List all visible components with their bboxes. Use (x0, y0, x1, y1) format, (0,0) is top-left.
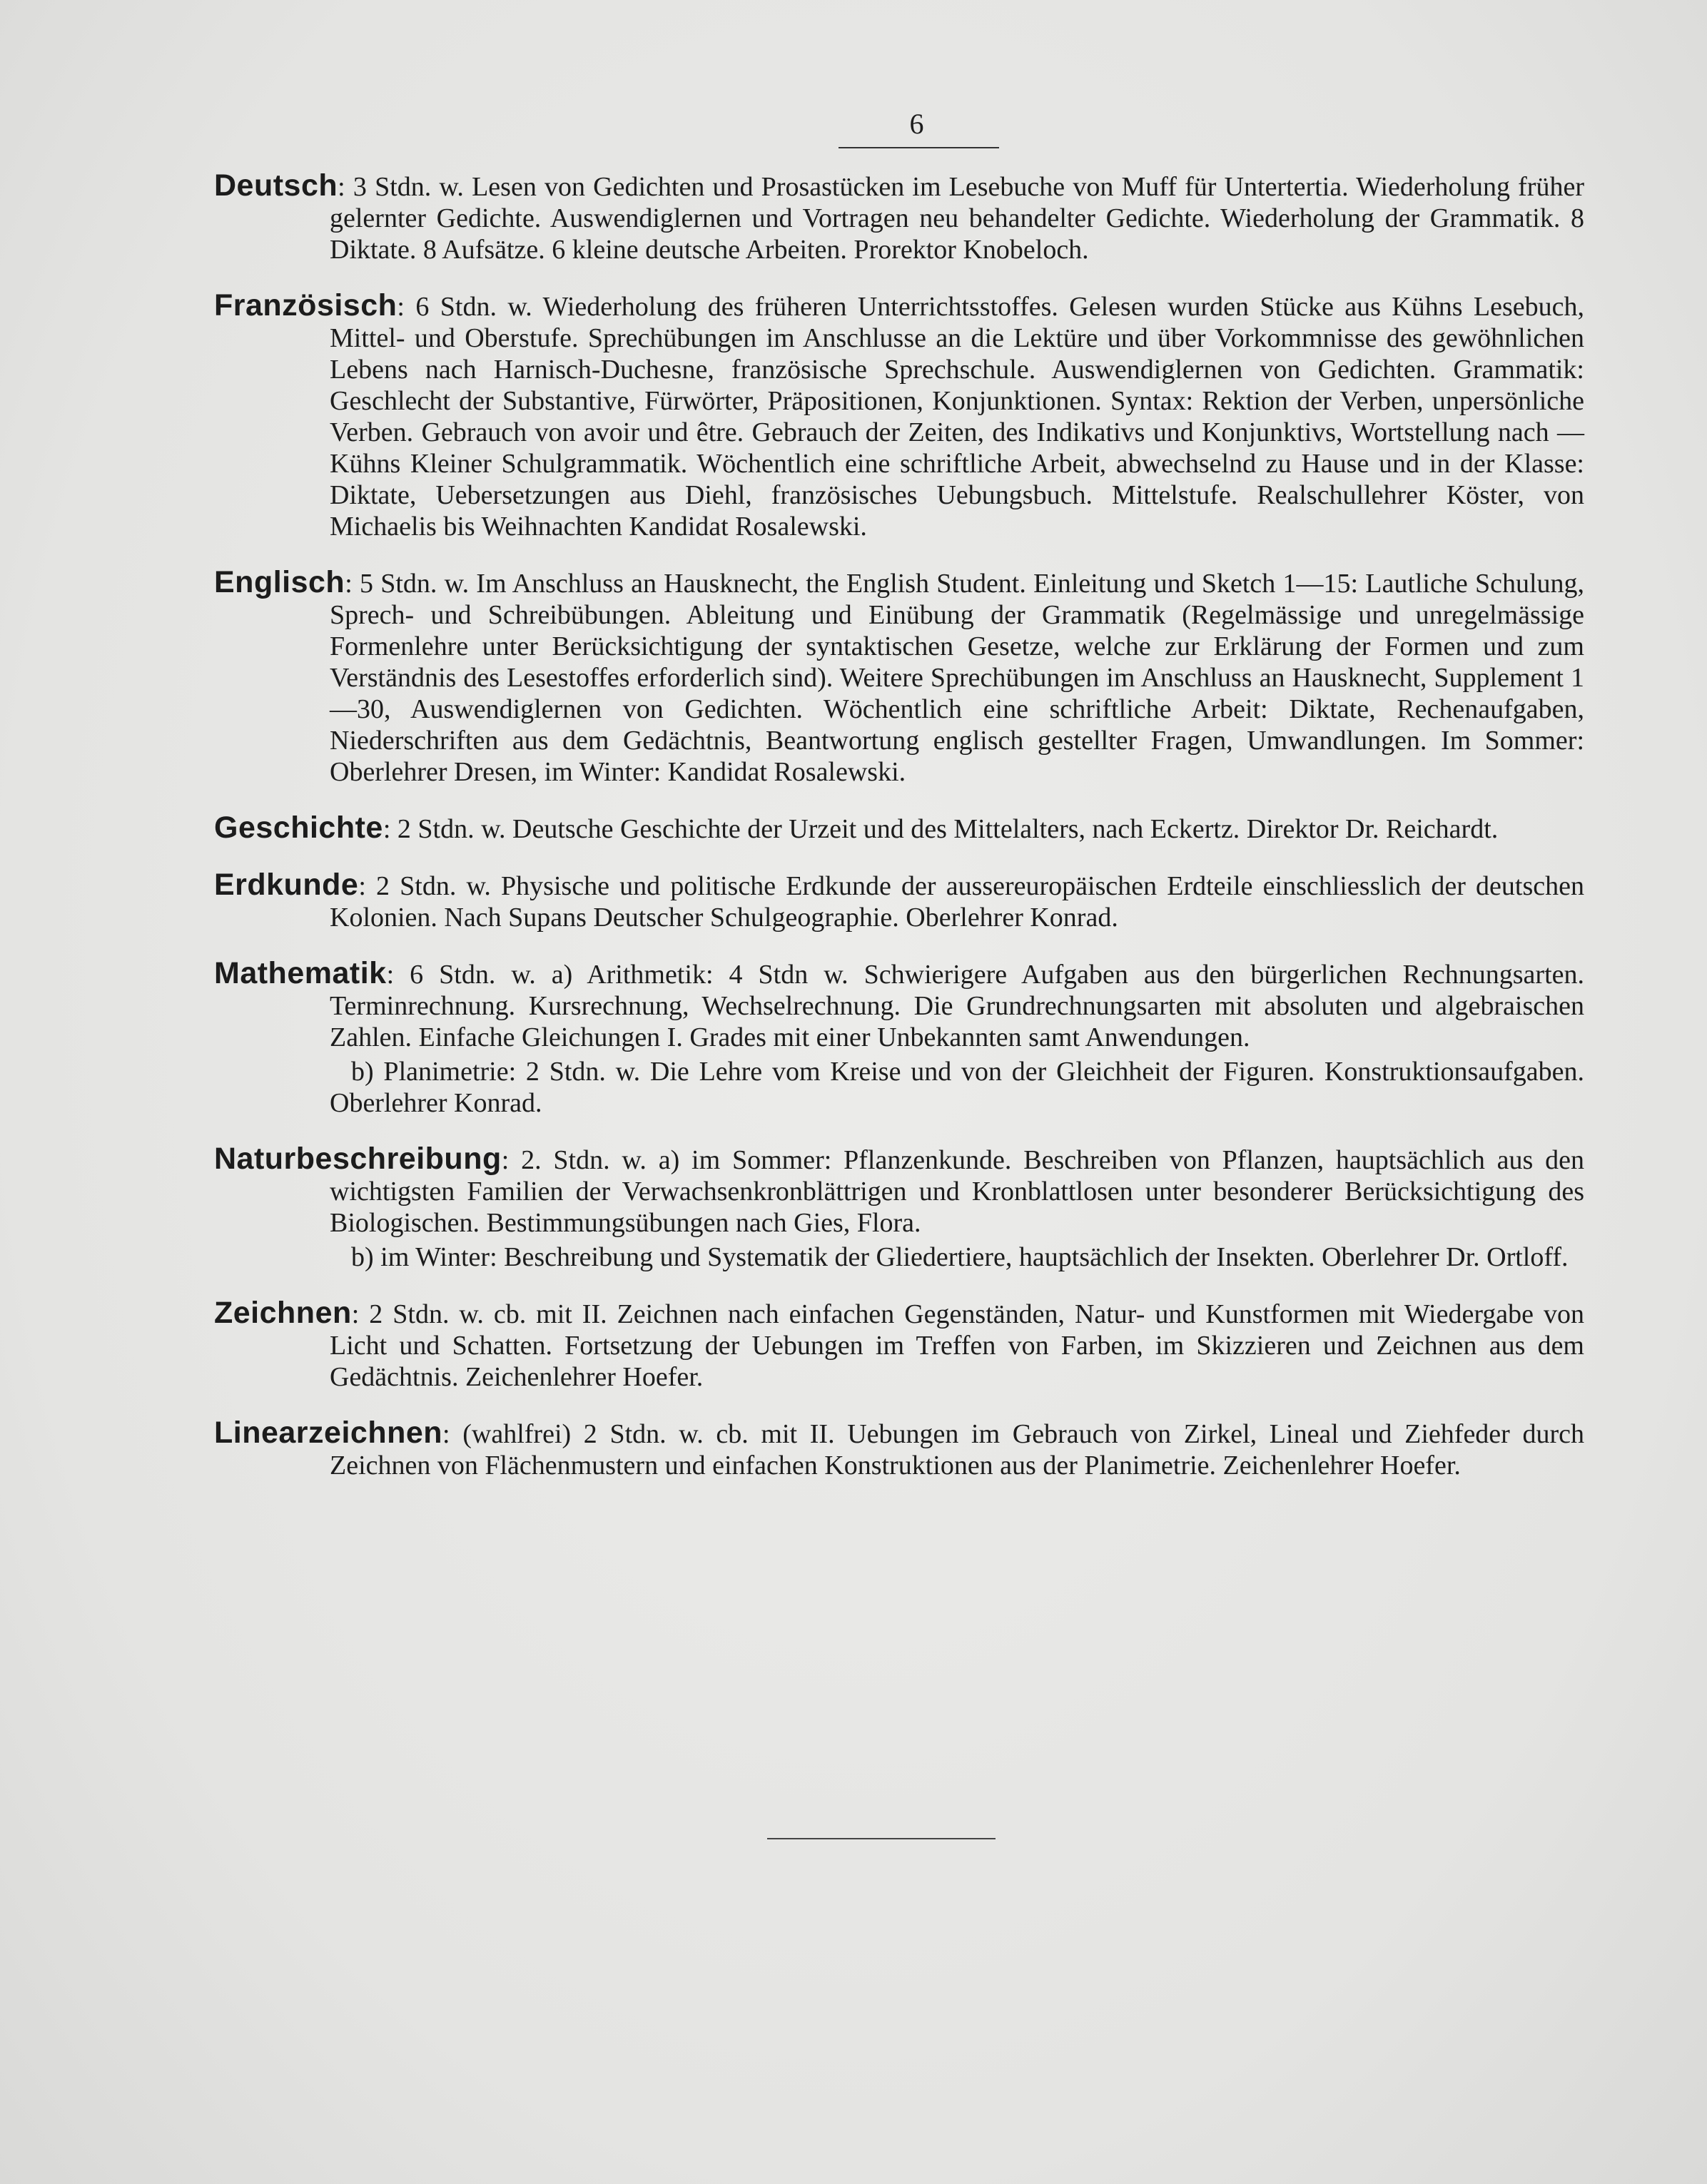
curriculum-text (214, 170, 1584, 1505)
subject-body: 5 Stdn. w. Im Anschluss an Hausknecht, the English Student. Einleitung und Sketch 1—15: Lautliche Schulung, Sprech- und Schreibübungen. Ableitung und Einübung der Grammatik (Regelmässige und unregelmässige Formenlehre unter Berücksichtigung der syntaktischen Gesetze, welche zur Erklärung der Formen und zum Verständnis des Lesestoffes erforderlich sind). Weitere Sprechübungen im Anschluss an Hausknecht, Supplement 1—30, Auswendiglernen von Gedichten. Wöchentlich eine schriftliche Arbeit: Diktate, Rechenaufgaben, Niederschriften aus dem Gedächtnis, Beantwortung englisch gestellter Fragen, Umwandlungen. Im Sommer: Oberlehrer Dresen, im Winter: Kandidat Rosalewski. (330, 569, 1585, 787)
subject-heading: Mathematik (214, 956, 387, 990)
subject-heading: Geschichte (214, 811, 383, 845)
page-number: 6 (909, 108, 925, 140)
subject-body: 2 Stdn. w. Physische und politische Erdkunde der aussereuropäischen Erdteile einschliesslich der deutschen Kolonien. Nach Supans Deutscher Schulgeographie. Oberlehrer Konrad. (330, 871, 1584, 933)
subject-heading: Englisch (214, 565, 345, 599)
subject-body: 2 Stdn. w. Deutsche Geschichte der Urzeit und des Mittelalters, nach Eckertz. Direktor Dr. Reichardt. (397, 814, 1499, 844)
subject-erdkunde: Erdkunde: 2 Stdn. w. Physische und politische Erdkunde der aussereuropäischen Erdteile einschliesslich der deutschen Kolonien. Nach Supans Deutscher Schulgeographie. Oberlehrer Konrad. (214, 868, 1584, 933)
subject-geschichte: Geschichte: 2 Stdn. w. Deutsche Geschichte der Urzeit und des Mittelalters, nach Eckertz. Direktor Dr. Reichardt. (214, 811, 1499, 845)
subject-zeichnen: Zeichnen: 2 Stdn. w. cb. mit II. Zeichnen nach einfachen Gegenständen, Natur- und Kunstformen mit Wiedergabe von Licht und Schatten. Fortsetzung der Uebungen im Treffen von Farben, im Skizzieren und Zeichnen aus dem Gedächtnis. Zeichenlehrer Hoefer. (214, 1296, 1584, 1392)
subject-naturbeschreibung: Naturbeschreibung: 2. Stdn. w. a) im Sommer: Pflanzenkunde. Beschreiben von Pflanzen, hauptsächlich aus den wichtigsten Familien der Verwachsenkronblättrigen und Kronblattlosen unter besonderer Berücksichtigung des Biologischen. Bestimmungsübungen nach Gies, Flora. b) im Winter: Beschreibung und Systematik der Gliedertiere, hauptsächlich der Insekten. Oberlehrer Dr. Ortloff. (214, 1142, 1584, 1272)
subject-continuation: b) Planimetrie: 2 Stdn. w. Die Lehre vom Kreise und von der Gleichheit der Figuren. Konstruktionsaufgaben. Oberlehrer Konrad. (330, 1057, 1584, 1118)
subject-heading: Erdkunde (214, 868, 359, 902)
subject-continuation: b) im Winter: Beschreibung und Systematik der Gliedertiere, hauptsächlich der Insekten. Oberlehrer Dr. Ortloff. (351, 1242, 1569, 1272)
subject-franzoesisch: Französisch: 6 Stdn. w. Wiederholung des früheren Unterrichtsstoffes. Gelesen wurden Stücke aus Kühns Lesebuch, Mittel- und Oberstufe. Sprechübungen im Anschlusse an die Lektüre und über Vorkommnisse des gewöhnlichen Lebens nach Harnisch-Duchesne, französische Sprechschule. Auswendiglernen von Gedichten. Grammatik: Geschlecht der Substantive, Fürwörter, Präpositionen, Konjunktionen. Syntax: Rektion der Verben, unpersönliche Verben. Gebrauch von avoir und être. Gebrauch der Zeiten, des Indikativs und Konjunktivs, Wortstellung nach — Kühns Kleiner Schulgrammatik. Wöchentlich eine schriftliche Arbeit, abwechselnd zu Hause und in der Klasse: Diktate, Uebersetzungen aus Diehl, französisches Uebungsbuch. Mittelstufe. Realschullehrer Köster, von Michaelis bis Weihnachten Kandidat Rosalewski. (214, 288, 1585, 542)
subject-body: 2 Stdn. w. cb. mit II. Zeichnen nach einfachen Gegenständen, Natur- und Kunstformen mit Wiedergabe von Licht und Schatten. Fortsetzung der Uebungen im Treffen von Farben, im Skizzieren und Zeichnen aus dem Gedächtnis. Zeichenlehrer Hoefer. (330, 1299, 1584, 1392)
subject-body: 6 Stdn. w. a) Arithmetik: 4 Stdn w. Schwierigere Aufgaben aus den bürgerlichen Rechnungsarten. Terminrechnung. Kursrechnung, Wechselrechnung. Die Grundrechnungsarten mit absoluten und algebraischen Zahlen. Einfache Gleichungen I. Grades mit einer Unbekannten samt Anwendungen. (330, 960, 1584, 1052)
subject-body: (wahlfrei) 2 Stdn. w. cb. mit II. Uebungen im Gebrauch von Zirkel, Lineal und Ziehfeder durch Zeichnen von Flächenmustern und einfachen Konstruktionen aus der Planimetrie. Zeichenlehrer Hoefer. (330, 1419, 1585, 1480)
subject-deutsch: Deutsch: 3 Stdn. w. Lesen von Gedichten und Prosastücken im Lesebuche von Muff für Untertertia. Wiederholung früher gelernter Gedichte. Auswendiglernen und Vortragen neu behandelter Gedichte. Wiederholung der Grammatik. 8 Diktate. 8 Aufsätze. 6 kleine deutsche Arbeiten. Prorektor Knobeloch. (214, 168, 1584, 265)
subject-body: 2. Stdn. w. a) im Sommer: Pflanzenkunde. Beschreiben von Pflanzen, hauptsächlich aus den wichtigsten Familien der Verwachsenkronblättrigen und Kronblattlosen unter besonderer Berücksichtigung des Biologischen. Bestimmungsübungen nach Gies, Flora. (330, 1145, 1584, 1238)
subject-heading: Französisch (214, 288, 397, 322)
subject-englisch: Englisch: 5 Stdn. w. Im Anschluss an Hausknecht, the English Student. Einleitung und Sketch 1—15: Lautliche Schulung, Sprech- und Schreibübungen. Ableitung und Einübung der Grammatik (Regelmässige und unregelmässige Formenlehre unter Berücksichtigung der syntaktischen Gesetze, welche zur Erklärung der Formen und zum Verständnis des Lesestoffes erforderlich sind). Weitere Sprechübungen im Anschluss an Hausknecht, Supplement 1—30, Auswendiglernen von Gedichten. Wöchentlich eine schriftliche Arbeit: Diktate, Rechenaufgaben, Niederschriften aus dem Gedächtnis, Beantwortung englisch gestellter Fragen, Umwandlungen. Im Sommer: Oberlehrer Dresen, im Winter: Kandidat Rosalewski. (214, 565, 1585, 787)
subject-body: 3 Stdn. w. Lesen von Gedichten und Prosastücken im Lesebuche von Muff für Untertertia. Wiederholung früher gelernter Gedichte. Auswendiglernen und Vortragen neu behandelter Gedichte. Wiederholung der Grammatik. 8 Diktate. 8 Aufsätze. 6 kleine deutsche Arbeiten. Prorektor Knobeloch. (330, 172, 1584, 265)
footer-rule (767, 1838, 996, 1839)
subject-linearzeichnen: Linearzeichnen: (wahlfrei) 2 Stdn. w. cb. mit II. Uebungen im Gebrauch von Zirkel, Lineal und Ziehfeder durch Zeichnen von Flächenmustern und einfachen Konstruktionen aus der Planimetrie. Zeichenlehrer Hoefer. (214, 1416, 1585, 1480)
header-rule (839, 147, 999, 148)
subject-mathematik: Mathematik: 6 Stdn. w. a) Arithmetik: 4 Stdn w. Schwierigere Aufgaben aus den bürgerlichen Rechnungsarten. Terminrechnung. Kursrechnung, Wechselrechnung. Die Grundrechnungsarten mit absoluten und algebraischen Zahlen. Einfache Gleichungen I. Grades mit einer Unbekannten samt Anwendungen. b) Planimetrie: 2 Stdn. w. Die Lehre vom Kreise und von der Gleichheit der Figuren. Konstruktionsaufgaben. Oberlehrer Konrad. (214, 956, 1584, 1118)
subject-heading: Naturbeschreibung (214, 1142, 502, 1176)
subject-body: 6 Stdn. w. Wiederholung des früheren Unterrichtsstoffes. Gelesen wurden Stücke aus Kühns Lesebuch, Mittel- und Oberstufe. Sprechübungen im Anschlusse an die Lektüre und über Vorkommnisse des gewöhnlichen Lebens nach Harnisch-Duchesne, französische Sprechschule. Auswendiglernen von Gedichten. Grammatik: Geschlecht der Substantive, Fürwörter, Präpositionen, Konjunktionen. Syntax: Rektion der Verben, unpersönliche Verben. Gebrauch von avoir und être. Gebrauch der Zeiten, des Indikativs und Konjunktivs, Wortstellung nach — Kühns Kleiner Schulgrammatik. Wöchentlich eine schriftliche Arbeit, abwechselnd zu Hause und in der Klasse: Diktate, Uebersetzungen aus Diehl, französisches Uebungsbuch. Mittelstufe. Realschullehrer Köster, von Michaelis bis Weihnachten Kandidat Rosalewski. (330, 292, 1585, 542)
subject-heading: Deutsch (214, 168, 338, 203)
subject-heading: Linearzeichnen (214, 1416, 443, 1450)
subject-heading: Zeichnen (214, 1296, 352, 1330)
